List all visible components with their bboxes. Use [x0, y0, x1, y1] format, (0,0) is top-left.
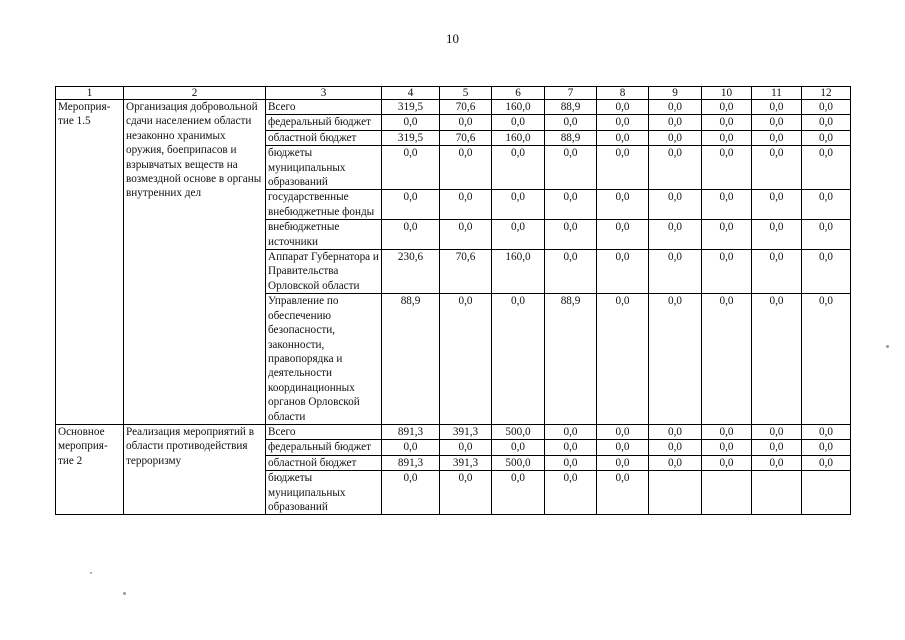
- value-cell: 0,0: [802, 294, 851, 425]
- table-row: [56, 424, 851, 439]
- scan-speck: [90, 572, 92, 574]
- value-cell: 0,0: [597, 220, 649, 250]
- value-cell: 0,0: [440, 146, 492, 190]
- column-header: 5: [440, 87, 492, 100]
- funding-source-cell: федеральный бюджет: [266, 440, 382, 455]
- funding-source-cell: бюджеты муниципальных образований: [266, 471, 382, 515]
- value-cell: 0,0: [702, 250, 752, 294]
- value-cell: 0,0: [649, 455, 702, 470]
- value-cell: 0,0: [702, 440, 752, 455]
- funding-source-cell: Управление по обеспечению безопасности, законности, правопорядка и деятельности координационных органов Орловской области: [266, 294, 382, 425]
- value-cell: 0,0: [597, 294, 649, 425]
- value-cell: 0,0: [382, 190, 440, 220]
- value-cell: 500,0: [492, 424, 545, 439]
- value-cell: 70,6: [440, 100, 492, 115]
- value-cell: 0,0: [597, 440, 649, 455]
- value-cell: 0,0: [649, 190, 702, 220]
- value-cell: 0,0: [597, 100, 649, 115]
- value-cell: 0,0: [440, 440, 492, 455]
- column-header: 8: [597, 87, 649, 100]
- value-cell: 0,0: [649, 130, 702, 145]
- value-cell: [702, 471, 752, 515]
- value-cell: 160,0: [492, 250, 545, 294]
- value-cell: 0,0: [597, 130, 649, 145]
- value-cell: 0,0: [752, 294, 802, 425]
- scan-speck: [886, 345, 889, 348]
- value-cell: 0,0: [752, 455, 802, 470]
- value-cell: 0,0: [597, 424, 649, 439]
- value-cell: 0,0: [649, 250, 702, 294]
- value-cell: 0,0: [440, 220, 492, 250]
- value-cell: 0,0: [752, 424, 802, 439]
- value-cell: 88,9: [545, 294, 597, 425]
- value-cell: 0,0: [649, 100, 702, 115]
- item-number-cell: Основное мероприя-тие 2: [56, 424, 124, 514]
- funding-source-cell: внебюджетные источники: [266, 220, 382, 250]
- value-cell: 0,0: [545, 424, 597, 439]
- value-cell: 0,0: [440, 294, 492, 425]
- value-cell: 0,0: [492, 146, 545, 190]
- value-cell: 0,0: [752, 146, 802, 190]
- budget-table: [55, 86, 851, 515]
- funding-source-cell: областной бюджет: [266, 455, 382, 470]
- value-cell: 0,0: [649, 146, 702, 190]
- value-cell: 0,0: [702, 424, 752, 439]
- value-cell: [802, 471, 851, 515]
- table-row: [56, 100, 851, 115]
- item-number-cell: Мероприя-тие 1.5: [56, 100, 124, 425]
- value-cell: 0,0: [382, 471, 440, 515]
- value-cell: 0,0: [752, 250, 802, 294]
- value-cell: 0,0: [702, 294, 752, 425]
- value-cell: 0,0: [382, 146, 440, 190]
- value-cell: 0,0: [702, 455, 752, 470]
- funding-source-cell: областной бюджет: [266, 130, 382, 145]
- value-cell: 891,3: [382, 424, 440, 439]
- column-header: 1: [56, 87, 124, 100]
- value-cell: 88,9: [382, 294, 440, 425]
- funding-source-cell: Всего: [266, 424, 382, 439]
- value-cell: 0,0: [382, 220, 440, 250]
- funding-source-cell: Аппарат Губернатора и Правительства Орловской области: [266, 250, 382, 294]
- value-cell: 0,0: [802, 130, 851, 145]
- value-cell: 0,0: [440, 115, 492, 130]
- value-cell: 391,3: [440, 424, 492, 439]
- value-cell: 0,0: [752, 115, 802, 130]
- column-header: 12: [802, 87, 851, 100]
- value-cell: 0,0: [702, 190, 752, 220]
- column-header: 2: [124, 87, 266, 100]
- funding-source-cell: государственные внебюджетные фонды: [266, 190, 382, 220]
- value-cell: 0,0: [802, 424, 851, 439]
- value-cell: 0,0: [545, 115, 597, 130]
- value-cell: 0,0: [702, 146, 752, 190]
- funding-source-cell: бюджеты муниципальных образований: [266, 146, 382, 190]
- value-cell: 0,0: [545, 440, 597, 455]
- value-cell: 0,0: [802, 190, 851, 220]
- value-cell: 500,0: [492, 455, 545, 470]
- page-number: 10: [446, 31, 459, 46]
- value-cell: 0,0: [545, 250, 597, 294]
- value-cell: 0,0: [752, 440, 802, 455]
- column-header: 9: [649, 87, 702, 100]
- value-cell: 0,0: [597, 115, 649, 130]
- scan-speck: [123, 592, 126, 595]
- value-cell: 0,0: [649, 424, 702, 439]
- value-cell: 230,6: [382, 250, 440, 294]
- value-cell: 0,0: [802, 146, 851, 190]
- column-header: 4: [382, 87, 440, 100]
- value-cell: [649, 471, 702, 515]
- value-cell: 0,0: [440, 471, 492, 515]
- value-cell: 88,9: [545, 100, 597, 115]
- column-header: 11: [752, 87, 802, 100]
- column-header: 7: [545, 87, 597, 100]
- funding-source-cell: федеральный бюджет: [266, 115, 382, 130]
- value-cell: 0,0: [702, 115, 752, 130]
- value-cell: 0,0: [802, 100, 851, 115]
- value-cell: 0,0: [802, 455, 851, 470]
- value-cell: 319,5: [382, 130, 440, 145]
- value-cell: 160,0: [492, 130, 545, 145]
- value-cell: 0,0: [545, 146, 597, 190]
- value-cell: 0,0: [802, 440, 851, 455]
- value-cell: 0,0: [382, 115, 440, 130]
- value-cell: 0,0: [802, 115, 851, 130]
- value-cell: 0,0: [597, 471, 649, 515]
- value-cell: 0,0: [702, 220, 752, 250]
- value-cell: 0,0: [649, 220, 702, 250]
- value-cell: 0,0: [492, 190, 545, 220]
- value-cell: 0,0: [492, 471, 545, 515]
- value-cell: 0,0: [752, 220, 802, 250]
- funding-source-cell: Всего: [266, 100, 382, 115]
- value-cell: 0,0: [440, 190, 492, 220]
- value-cell: 891,3: [382, 455, 440, 470]
- value-cell: 0,0: [545, 455, 597, 470]
- value-cell: 0,0: [752, 100, 802, 115]
- value-cell: 0,0: [545, 220, 597, 250]
- column-header: 10: [702, 87, 752, 100]
- value-cell: 0,0: [492, 294, 545, 425]
- value-cell: 160,0: [492, 100, 545, 115]
- value-cell: 0,0: [649, 440, 702, 455]
- value-cell: 0,0: [597, 146, 649, 190]
- value-cell: 0,0: [752, 130, 802, 145]
- value-cell: 0,0: [802, 220, 851, 250]
- value-cell: 0,0: [597, 455, 649, 470]
- item-title-cell: Реализация мероприятий в области противодействия терроризму: [124, 424, 266, 514]
- value-cell: 0,0: [802, 250, 851, 294]
- value-cell: 0,0: [702, 100, 752, 115]
- value-cell: 0,0: [492, 220, 545, 250]
- item-title-cell: Организация добровольной сдачи населением области незаконно хранимых оружия, боеприпасов и взрывчатых веществ на возмездной основе в органы внутренних дел: [124, 100, 266, 425]
- value-cell: 0,0: [649, 115, 702, 130]
- header-row: [56, 87, 851, 100]
- value-cell: 70,6: [440, 250, 492, 294]
- column-header: 3: [266, 87, 382, 100]
- column-header: 6: [492, 87, 545, 100]
- value-cell: 319,5: [382, 100, 440, 115]
- value-cell: 88,9: [545, 130, 597, 145]
- value-cell: 0,0: [597, 250, 649, 294]
- table-body: [56, 100, 851, 515]
- value-cell: 0,0: [545, 190, 597, 220]
- value-cell: 0,0: [752, 190, 802, 220]
- value-cell: 0,0: [382, 440, 440, 455]
- value-cell: 0,0: [545, 471, 597, 515]
- value-cell: 70,6: [440, 130, 492, 145]
- value-cell: [752, 471, 802, 515]
- value-cell: 0,0: [597, 190, 649, 220]
- value-cell: 0,0: [492, 440, 545, 455]
- value-cell: 0,0: [702, 130, 752, 145]
- value-cell: 0,0: [649, 294, 702, 425]
- value-cell: 0,0: [492, 115, 545, 130]
- value-cell: 391,3: [440, 455, 492, 470]
